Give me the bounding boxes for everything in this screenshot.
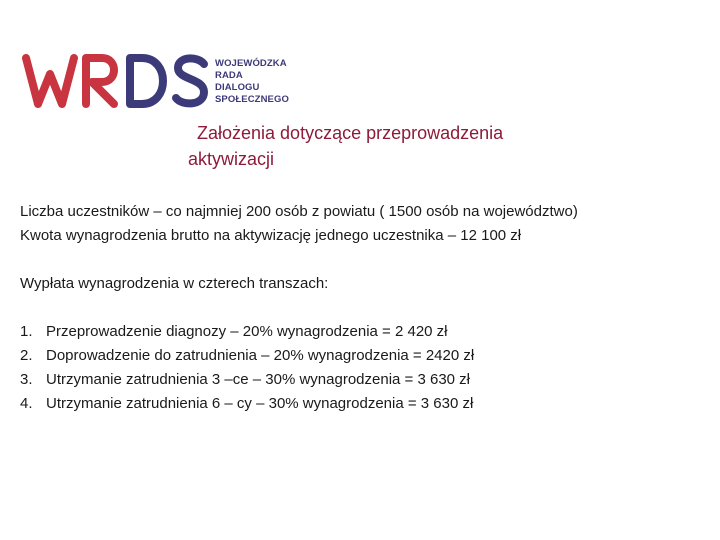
list-number: 4.	[20, 395, 33, 412]
logo-letter-r	[86, 58, 114, 104]
tranches-list	[20, 320, 700, 416]
list-number: 2.	[20, 347, 33, 364]
wrds-logo	[22, 50, 312, 112]
logo-line: SPOŁECZNEGO	[215, 94, 289, 105]
logo-line: DIALOGU	[215, 82, 260, 93]
list-text: Utrzymanie zatrudnienia 6 – cy – 30% wynagrodzenia = 3 630 zł	[46, 395, 474, 412]
logo-caption	[215, 58, 289, 106]
remuneration-paragraph: Kwota wynagrodzenia brutto na aktywizację jednego uczestnika – 12 100 zł	[20, 227, 522, 244]
list-item	[20, 368, 700, 392]
logo-letter-w	[26, 58, 74, 104]
list-item	[20, 320, 700, 344]
list-item	[20, 344, 700, 368]
spacer	[20, 296, 700, 320]
slide-body	[20, 200, 700, 416]
title-line-1: Założenia dotyczące przeprowadzenia	[197, 123, 504, 143]
wrds-wordmark-graphic	[22, 50, 212, 112]
participants-paragraph: Liczba uczestników – co najmniej 200 osób z powiatu ( 1500 osób na województwo)	[20, 203, 578, 220]
list-text: Utrzymanie zatrudnienia 3 –ce – 30% wynagrodzenia = 3 630 zł	[46, 371, 470, 388]
title-line-2: aktywizacji	[188, 149, 275, 169]
tranches-intro: Wypłata wynagrodzenia w czterech transzach:	[20, 275, 329, 292]
list-text: Doprowadzenie do zatrudnienia – 20% wynagrodzenia = 2420 zł	[46, 347, 475, 364]
logo-line: WOJEWÓDZKA	[215, 58, 287, 69]
logo-line: RADA	[215, 70, 243, 81]
list-number: 3.	[20, 371, 33, 388]
logo-letter-s	[176, 58, 204, 103]
slide-title	[188, 120, 608, 172]
list-text: Przeprowadzenie diagnozy – 20% wynagrodzenia = 2 420 zł	[46, 323, 448, 340]
list-item	[20, 392, 700, 416]
list-number: 1.	[20, 323, 33, 340]
logo-letter-d	[130, 58, 163, 104]
spacer	[20, 248, 700, 272]
